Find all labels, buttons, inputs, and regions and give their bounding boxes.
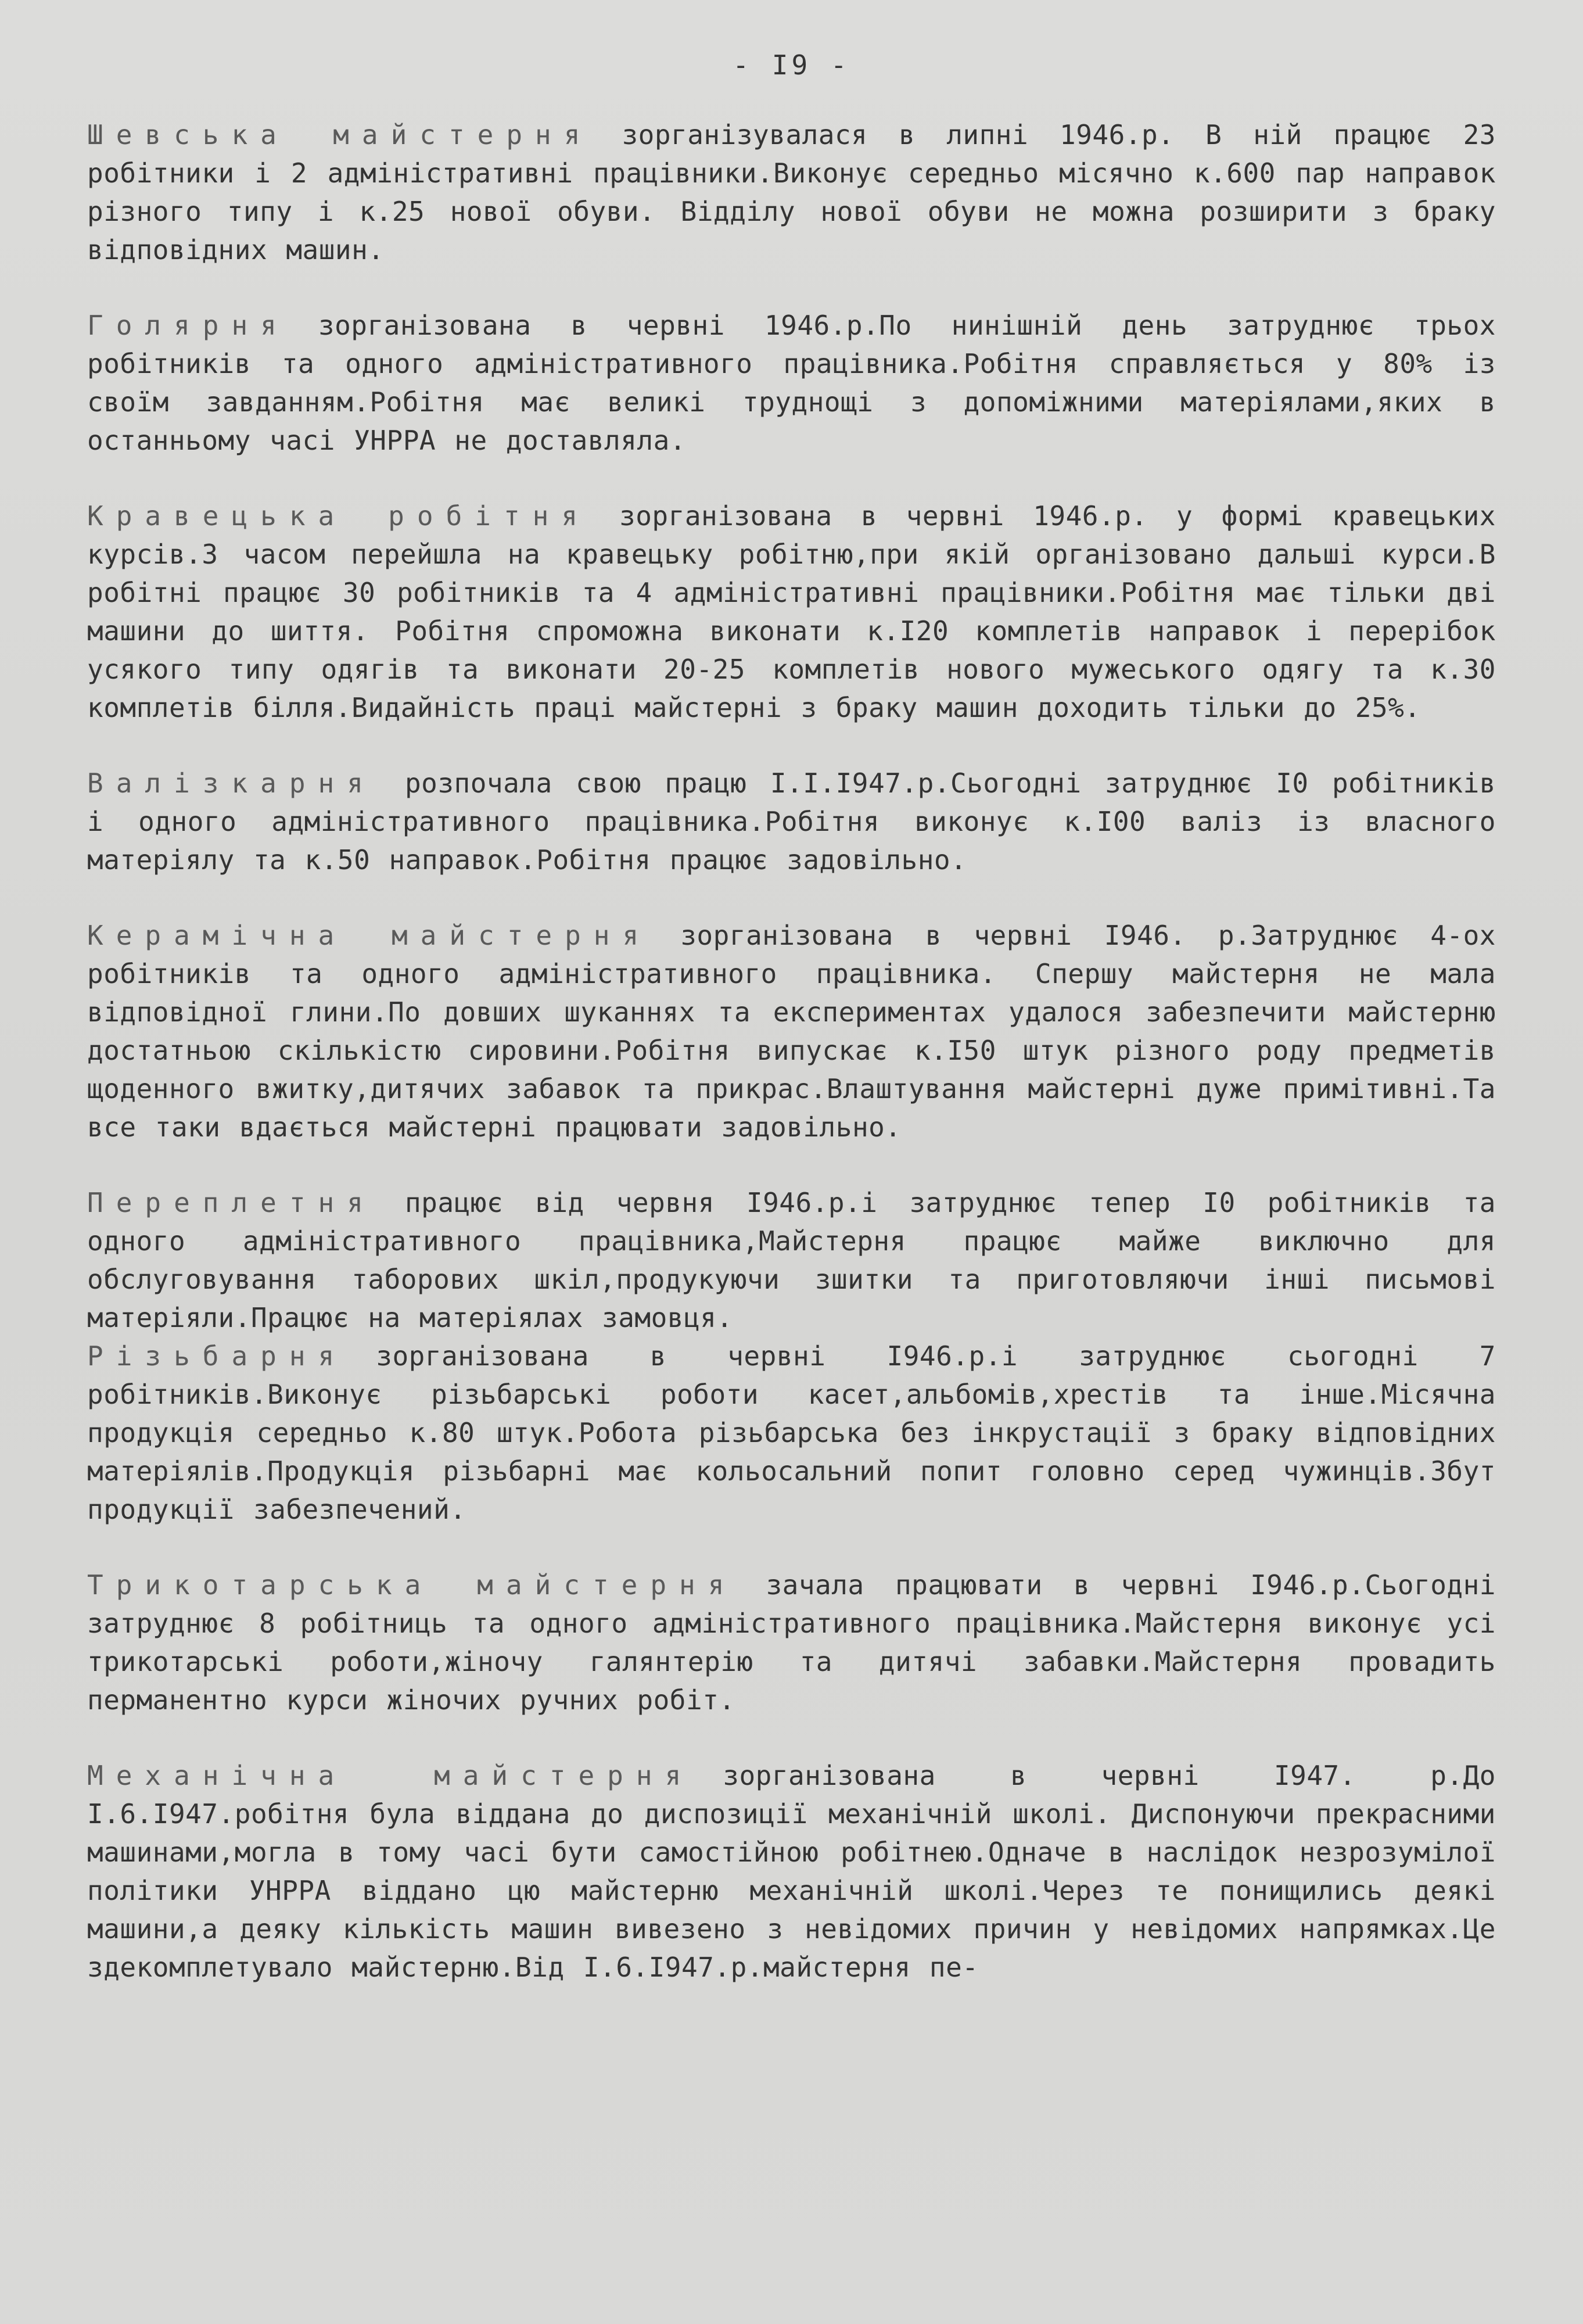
section-text: зачала працювати в червні I946.р.Сьогодні затруднює 8 робітниць та одного адміністративного працівника.Майстерня виконує усі трикотарські роботи,жіночу галянтерію та дитячі забавки.Майстерня провадить перманентно курси жіночих ручних робіт.: [87, 1569, 1496, 1716]
section-heading: Валізкарня: [87, 768, 376, 799]
paragraph: [87, 497, 1496, 727]
section-text: зорганізована в червні I947. р.До I.6.I947.робітня була віддана до диспозиції механічній школі. Диспонуючи прекрасними машинами,могла в тому часі бути самостійною робітнею.Одначе в наслідок незрозумілої політики УНРРА віддано цю майстерню механічній школі.Через те понищились деякі машини,а деяку кількість машин вивезено з невідомих причин у невідомих напрямках.Це здекомплетувало майстерню.Від I.6.I947.р.майстерня пе-: [87, 1760, 1496, 1983]
section-heading: Голярня: [87, 310, 289, 341]
section-heading: Переплетня: [87, 1187, 376, 1218]
paragraph: [87, 1566, 1496, 1719]
paragraph: [87, 1756, 1496, 1986]
section-text: зорганізована в червні I946.р.і затруднює сьогодні 7 робітників.Виконує різьбарські роботи касет,альбомів,хрестів та інше.Місячна продукція середньо к.80 штук.Робота різьбарська без інкрустації з браку відповідних матеріялів.Продукція різьбарні має кольосальний попит головно серед чужинців.Збут продукції забезпечений.: [87, 1340, 1496, 1525]
section-heading: Керамічна майстерня: [87, 920, 652, 951]
section-heading: Трикотарська майстерня: [87, 1569, 737, 1601]
section-bindery: [87, 1183, 1496, 1337]
paragraph: [87, 116, 1496, 269]
paragraph: [87, 1183, 1496, 1337]
section-heading: Шевська майстерня: [87, 119, 593, 150]
section-mechanical-workshop: [87, 1756, 1496, 1986]
section-shoe-workshop: [87, 116, 1496, 269]
section-heading: Різьбарня: [87, 1340, 347, 1372]
paragraph: [87, 764, 1496, 879]
section-text: зорганізована в червні 1946.р. у формі кравецьких курсів.З часом перейшла на кравецьку робітню,при якій організовано дальші курси.В робітні працює 30 робітників та 4 адміністративні працівники.Робітня має тільки дві машини до шиття. Робітня спроможна виконати к.I20 комплетів направок і перерібок усякого типу одягів та виконати 20-25 комплетів нового мужеського одягу та к.30 комплетів білля.Видайність праці майстерні з браку машин доходить тільки до 25%.: [87, 500, 1496, 723]
paragraph: [87, 916, 1496, 1146]
section-text: зорганізована в червні I946. р.Затруднює 4-ох робітників та одного адміністративного працівника. Спершу майстерня не мала відповідної глини.По довших шуканнях та експериментах удалося забезпечити майстерню достатньою скількістю сировини.Робітня випускає к.I50 штук різного роду предметів щоденного вжитку,дитячих забавок та прикрас.Влаштування майстерні дуже примітивні.Та все таки вдається майстерні працювати задовільно.: [87, 920, 1496, 1143]
section-text: розпочала свою працю I.I.I947.р.Сьогодні затруднює I0 робітників і одного адміністративного працівника.Робітня виконує к.I00 валіз із власного матеріялу та к.50 направок.Робітня працює задовільно.: [87, 768, 1496, 876]
section-tailor-shop: [87, 497, 1496, 727]
section-carving-shop: [87, 1337, 1496, 1529]
paragraph: [87, 1337, 1496, 1529]
section-heading: Кравецька робітня: [87, 500, 591, 532]
paragraph: [87, 306, 1496, 460]
section-text: працює від червня I946.р.і затруднює тепер I0 робітників та одного адміністративного працівника,Майстерня працює майже виключно для обслуговування таборових шкіл,продукуючи зшитки та приготовляючи інші письмові матеріяли.Працює на матеріялах замовця.: [87, 1187, 1496, 1333]
section-heading: Механічна майстерня: [87, 1760, 694, 1791]
page-number: - I9 -: [733, 49, 850, 81]
section-text: зорганізована в червні 1946.р.По нинішній день затруднює трьох робітників та одного адміністративного працівника.Робітня справляється у 80% із своїм завданням.Робітня має великі труднощі з допоміжними матеріялами,яких в останньому часі УНРРА не доставляла.: [87, 310, 1496, 456]
section-barbershop: [87, 306, 1496, 460]
section-knitting-workshop: [87, 1566, 1496, 1719]
section-text: зорганізувалася в липні 1946.р. В ній працює 23 робітники і 2 адміністративні працівники.Виконує середньо місячно к.600 пар направок різного типу і к.25 нової обуви. Відділу нової обуви не можна розширити з браку відповідних машин.: [87, 119, 1496, 266]
section-ceramics-workshop: [87, 916, 1496, 1146]
section-suitcase-shop: [87, 764, 1496, 879]
